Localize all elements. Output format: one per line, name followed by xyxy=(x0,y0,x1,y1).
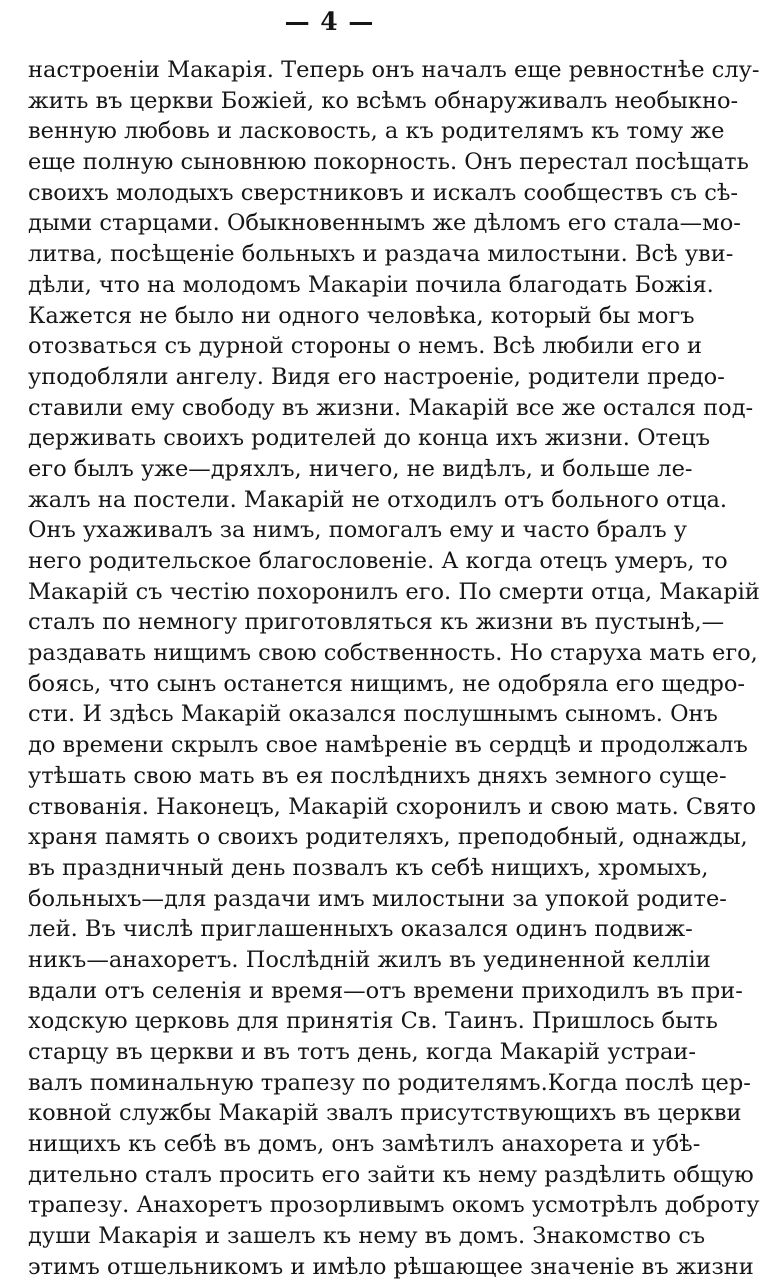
text-line: дѣли, что на молодомъ Макаріи почила благодать Божія. xyxy=(28,271,714,298)
text-line: сти. И здѣсь Макарій оказался послушнымъ сыномъ. Онъ xyxy=(28,701,718,728)
text-line: жалъ на постели. Макарій не отходилъ отъ больного отца. xyxy=(28,486,728,513)
text-line: дыми старцами. Обыкновеннымъ же дѣломъ его стала—мо- xyxy=(28,210,741,237)
text-line: нищихъ къ себѣ въ домъ, онъ замѣтилъ анахорета и убѣ- xyxy=(28,1131,701,1158)
text-line: ковной службы Макарій звалъ присутствующихъ въ церкви xyxy=(28,1100,742,1127)
text-line: этимъ отшельникомъ и имѣло рѣшающее значеніе въ жизни xyxy=(28,1253,754,1280)
text-line: жить въ церкви Божіей, ко всѣмъ обнаруживалъ необыкно- xyxy=(28,87,739,114)
text-line: до времени скрылъ свое намѣреніе въ сердцѣ и продолжалъ xyxy=(28,732,748,759)
text-line: никъ—анахоретъ. Послѣдній жилъ въ уединенной келліи xyxy=(28,946,711,973)
text-line: утѣшать свою мать въ ея послѣднихъ дняхъ земного суще- xyxy=(28,762,727,789)
text-line: лей. Въ числѣ приглашенныхъ оказался одинъ подвиж- xyxy=(28,916,693,943)
text-line: ставили ему свободу въ жизни. Макарій все же остался под- xyxy=(28,394,754,421)
text-line: него родительское благословеніе. А когда отецъ умеръ, то xyxy=(28,548,728,574)
text-line: венную любовь и ласковость, а къ родителямъ къ тому же xyxy=(28,118,725,145)
text-line: больныхъ—для раздачи имъ милостыни за упокой родите- xyxy=(28,885,727,912)
text-line: своихъ молодыхъ сверстниковъ и искалъ сообществъ съ сѣ- xyxy=(28,179,739,206)
text-line: отозваться съ дурной стороны о немъ. Всѣ любили его и xyxy=(28,333,703,360)
text-line: Онъ ухаживалъ за нимъ, помогалъ ему и часто бралъ у xyxy=(28,517,688,544)
text-line: уподобляли ангелу. Видя его настроеніе, родители предо- xyxy=(28,363,725,390)
body-text xyxy=(28,55,760,1283)
text-line: еще полную сыновнюю покорность. Онъ перестал посѣщать xyxy=(28,149,749,176)
text-line: Кажется не было ни одного человѣка, который бы могъ xyxy=(28,302,695,329)
text-line: вдали отъ селенія и время—отъ времени приходилъ въ при- xyxy=(28,977,743,1004)
text-line: дительно сталъ просить его зайти къ нему раздѣлить общую xyxy=(28,1161,754,1188)
text-line: ходскую церковь для принятія Св. Таинъ. Пришлось быть xyxy=(28,1008,718,1035)
text-line: сталъ по немногу приготовляться къ жизни въ пустынѣ,— xyxy=(28,609,725,636)
text-line: держивать своихъ родителей до конца ихъ жизни. Отецъ xyxy=(28,425,711,452)
text-line: Макарій съ честію похоронилъ его. По смерти отца, Макарій xyxy=(28,578,760,605)
text-line: старцу въ церкви и въ тотъ день, когда Макарій устраи- xyxy=(28,1039,697,1065)
text-line: храня память о своихъ родителяхъ, преподобный, однажды, xyxy=(28,824,748,851)
text-line: раздавать нищимъ свою собственность. Но старуха мать его, xyxy=(28,640,758,667)
text-line: трапезу. Анахоретъ прозорливымъ окомъ усмотрѣлъ доброту xyxy=(28,1192,760,1219)
text-line: ствованія. Наконецъ, Макарій схоронилъ и свою мать. Свято xyxy=(28,793,756,820)
text-line: литва, посѣщеніе больныхъ и раздача милостыни. Всѣ уви- xyxy=(28,241,734,268)
text-line: валъ поминальную трапезу по родителямъ.Когда послѣ цер- xyxy=(28,1069,751,1096)
text-line: души Макарія и зашелъ къ нему въ домъ. Знакомство съ xyxy=(28,1223,706,1250)
text-line: боясь, что сынъ останется нищимъ, не одобряла его щедро- xyxy=(28,670,746,697)
text-line: настроенiи Макарія. Теперь онъ началъ еще ревностнѣе слу- xyxy=(28,57,760,83)
page-number: — 4 — xyxy=(284,7,375,36)
text-line: его былъ уже—дряхлъ, ничего, не видѣлъ, и больше ле- xyxy=(28,455,693,482)
text-line: въ праздничный день позвалъ къ себѣ нищихъ, хромыхъ, xyxy=(28,854,709,881)
